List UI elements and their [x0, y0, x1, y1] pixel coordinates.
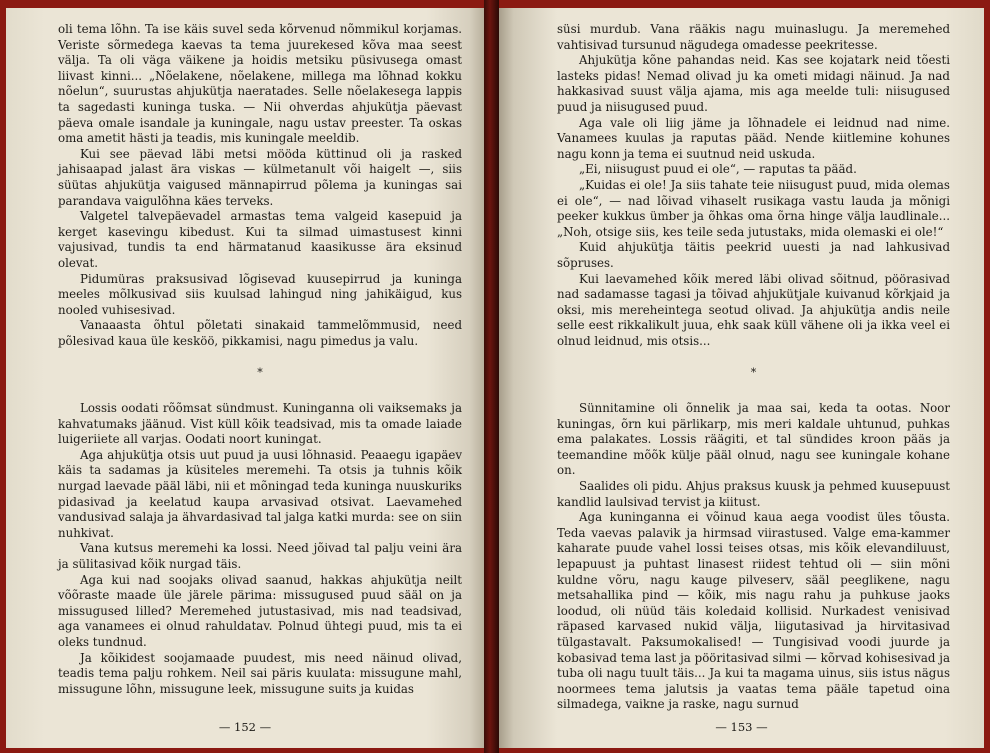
paragraph: Aga kuninganna ei võinud kaua aega voodist üles tõusta. Teda vaevas palavik ja hirmsad viirastused. Valge ema-kammer kaharate puude vahel lossi teises otsas, mis kõik elevandiluust, lepapuust ja puhtast linasest riidest tehtud oli — siin mõni kuldne võru, nagu kauge pilveserv, sääl peeglikene, nagu metsahallika pind — kõik, mis nagu rahu ja puhkuse jaoks loodud, oli nüüd täis koledaid kollisid. Nurkadest venisivad räpased karvased nukid välja, liigutasivad ja hirvitasivad tülgastavalt. Paksumokalised! — Tungisivad voodi juurde ja kobasivad tema last ja pööritasivad silmi — kõrvad kohisesivad ja tuba oli nagu tuult täis... Ja kui ta magama uinus, siis istus nägus noormees tema jalutsis ja vaatas tema pääle tapetud oina silmadega, vaikne ja raske, nagu surnud [557, 510, 950, 712]
paragraph: Saalides oli pidu. Ahjus praksus kuusk ja pehmed kuusepuust kandlid laulsivad tervist ja kiitust. [557, 479, 950, 509]
page-number: — 153 — [715, 720, 768, 734]
paragraph: „Kuidas ei ole! Ja siis tahate teie niisugust puud, mida olemas ei ole“, — nad lõivad vihaselt rusikaga vastu lauda ja mõnigi peeker kukkus ümber ja õhkas oma õrna hinge välja laudlinale... „Noh, otsige siis, kes teile seda jutustaks, mida olemaski ei ole!“ [557, 177, 950, 239]
paragraph: süsi murdub. Vana rääkis nagu muinaslugu. Ja meremehed vahtisivad tursunud nägudega omadesse peekritesse. [557, 22, 950, 52]
paragraph: Pidumüras praksusivad lõgisevad kuusepirrud ja kuninga meeles mõlkusivad siis kuulsad lahingud ning jahikäigud, kus nooled vuhisesivad. [58, 271, 462, 317]
right-page-body [557, 22, 950, 713]
paragraph: Aga vale oli liig jäme ja lõhnadele ei leidnud nad nime. Vanamees kuulas ja raputas pääd. Nende kiitlemine kohunes nagu konn ja tema ei suutnud neid uskuda. [557, 115, 950, 161]
paragraph: Lossis oodati rõõmsat sündmust. Kuninganna oli vaiksemaks ja kahvatumaks jäänud. Vist küll kõik teadsivad, mis ta omade laiade luigeriiete all varjas. Oodati noort kuningat. [58, 401, 462, 447]
paragraph: Ja kõikidest soojamaade puudest, mis need näinud olivad, teadis tema palju rohkem. Neil sai päris kuulata: missugune mahl, missugune lõhn, missugune leek, missugune suits ja kuidas [58, 650, 462, 696]
paragraph: Aga kui nad soojaks olivad saanud, hakkas ahjukütja neilt võõraste maade üle järele pärima: missugused puud sääl on ja missugused lilled? Meremehed jutustasivad, mis nad teadsivad, aga vanamees ei olnud rahuldatav. Polnud ühtegi puud, mis ta ei oleks tundnud. [58, 572, 462, 649]
section-separator: * [750, 366, 757, 380]
section-separator: * [257, 366, 263, 380]
paragraph: Ahjukütja kõne pahandas neid. Kas see kojatark neid tõesti lasteks pidas! Nemad olivad ju ka ometi midagi näinud. Ja nad hakkasivad suust välja ajama, mis aga meelde tuli: niisugused puud ja niisugused puud. [557, 53, 950, 114]
paragraph: Sünnitamine oli õnnelik ja maa sai, keda ta ootas. Noor kuningas, õrn kui pärlikarp, mis meri kaldale uhtunud, puhkas ema palakates. Lossis räägiti, et tal sündides kroon pääs ja teemandine mõõk külje pääl olnud, nagu see kuningale kohane on. [557, 401, 950, 478]
paragraph: Valgetel talvepäevadel armastas tema valgeid kasepuid ja kerget kasevingu kibedust. Kui ta silmad uimastusest kinni vajusivad, tundis ta end härmatanud kaasikusse ära eksinud olevat. [58, 209, 462, 270]
paragraph: oli tema lõhn. Ta ise käis suvel seda kõrvenud nõmmikul korjamas. Veriste sõrmedega kaevas ta tema juurekesed kõva maa seest välja. Ta oli väga väikene ja hoidis metsiku püsivusega omast liivast kinni... „Nõelakene, nõelakene, millega ma lõhnad kokku nõelun“, suurustas ahjukütja naeratades. Selle nõelakesega lappis ta sagedasti kuninga tuska. — Nii ohverdas ahjukütja päevast päeva omale isandale ja kuningale, nagu ustav preester. Ta oskas oma ametit hästi ja teadis, mis kuningale meeldib. [58, 22, 462, 146]
right-page [499, 8, 984, 748]
left-page-body [58, 22, 462, 697]
paragraph: Kuid ahjukütja täitis peekrid uuesti ja nad lahkusivad sõpruses. [557, 240, 950, 270]
paragraph: Kui see päevad läbi metsi mööda küttinud oli ja rasked jahisaapad jalast ära viskas — külmetanult või haigelt —, siis süütas ahjukütja vaigused männapirrud põlema ja kuningas sai parandava vaigulõhna käes terveks. [58, 146, 462, 208]
page-number: — 152 — [218, 720, 272, 734]
paragraph: Aga ahjukütja otsis uut puud ja uusi lõhnasid. Peaaegu igapäev käis ta sadamas ja küsiteles meremehi. Ta otsis ja tuhnis kõik nurgad laevade pääl läbi, nii et mõningad teda kuninga nuuskuriks pidasivad ja keelatud kaupa arvasivad otsivat. Laevamehed vandusivad salaja ja ähvardasivad tal jalga katki murda: see on siin nuhkivat. [58, 447, 462, 540]
left-page [6, 8, 484, 748]
paragraph: Vana kutsus meremehi ka lossi. Need jõivad tal palju veini ära ja sülitasivad kõik nurgad täis. [58, 541, 462, 571]
book-gutter [484, 0, 499, 753]
paragraph: Vanaaastа õhtul põletati sinakaid tammelõmmusid, need põlesivad kaua üle kesköö, pikkamisi, nagu pimedus ja valu. [58, 318, 462, 348]
paragraph: Kui laevamehed kõik mered läbi olivad sõitnud, pöörasivad nad sadamasse tagasi ja tõivad ahjukütjale kuivanud kõrkjaid ja oksi, mis mereheintega seotud olivad. Ja ahjukütja andis neile selle eest rikkalikult juua, ehk saak küll vähene oli ja ikka veel ei olnud leidnud, mis otsis... [557, 271, 950, 348]
paragraph: „Ei, niisugust puud ei ole“, — raputas ta pääd. [579, 162, 857, 177]
